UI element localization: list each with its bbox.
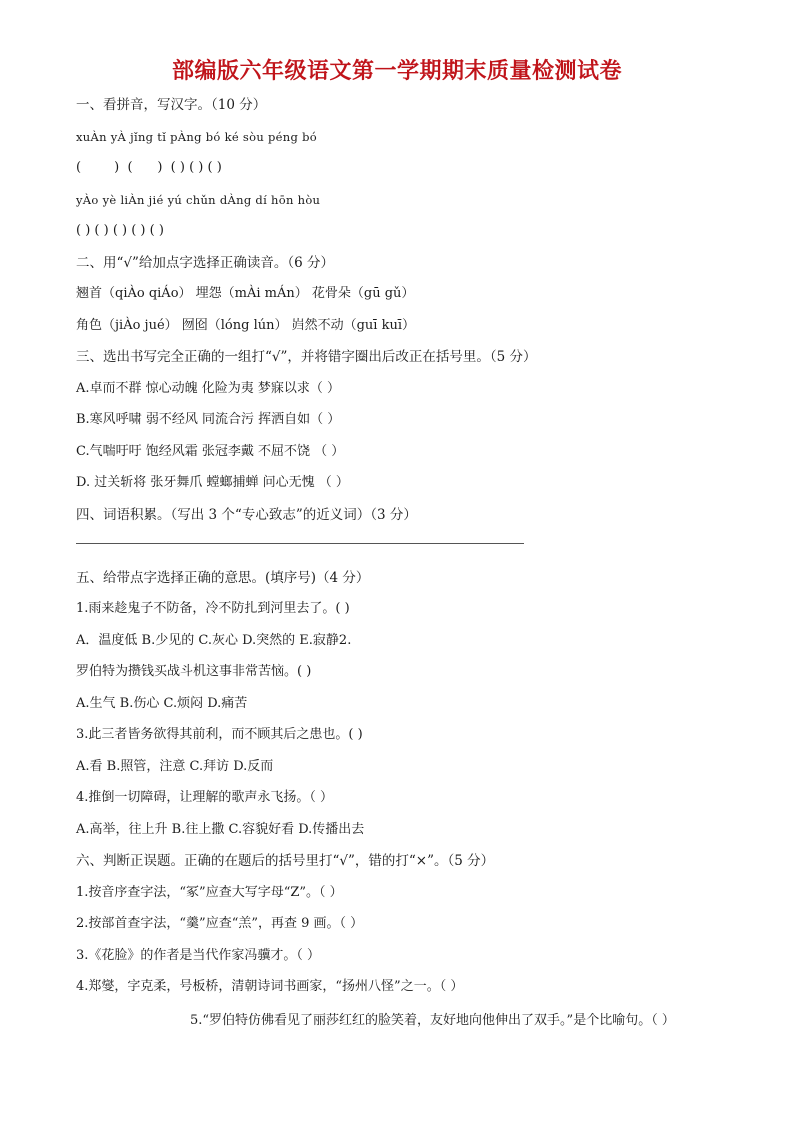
section-4-heading: 四、词语积累。（写出 3 个“专心致志”的近义词）（3 分）	[76, 507, 417, 523]
question-5-2: 罗伯特为攒钱买战斗机这事非常苦恼。( )	[76, 664, 312, 679]
section-2-heading: 二、用“√”给加点字选择正确读音。（6 分）	[76, 255, 335, 271]
judgment-2: 2.按部首查字法，“羹”应查“羔”，再查 9 画。（ ）	[76, 916, 364, 931]
question-5-1: 1.雨来趁鬼子不防备，冷不防扎到河里去了。( )	[76, 601, 350, 616]
question-5-3: 3.此三者皆务欲得其前利，而不顾其后之患也。( )	[76, 727, 363, 742]
judgment-4: 4.郑燮，字克柔，号板桥，清朝诗词书画家，“扬州八怪”之一。（ ）	[76, 979, 464, 994]
answer-line	[76, 543, 524, 544]
section-6-heading: 六、判断正误题。正确的在题后的括号里打“√”，错的打“×”。（5 分）	[76, 853, 495, 869]
option-c: C.气喘吁吁 饱经风霜 张冠李戴 不屈不饶 （ ）	[76, 444, 345, 459]
answer-brackets-1: ( ) ( ) ( ) ( ) ( )	[76, 160, 222, 175]
judgment-5: 5.“罗伯特仿佛看见了丽莎红红的脸笑着，友好地向他伸出了双手。”是个比喻句。（ ）	[190, 1013, 675, 1028]
pinyin-line-2: yÀo yè liÀn jié yú chǔn dÀng dí hōn hòu	[76, 193, 321, 207]
question-5-4: 4.推倒一切障碍，让理解的歌声永飞扬。（ ）	[76, 790, 334, 805]
section-1-heading: 一、看拼音，写汉字。（10 分）	[76, 97, 267, 113]
answer-brackets-2: ( ) ( ) ( ) ( ) ( )	[76, 223, 164, 238]
question-5-2-options: A.生气 B.伤心 C.烦闷 D.痛苦	[76, 696, 248, 711]
question-5-3-options: A.看 B.照管，注意 C.拜访 D.反而	[76, 759, 274, 774]
exam-title: 部编版六年级语文第一学期期末质量检测试卷	[171, 59, 622, 84]
reading-choice-line-1: 翘首（qiÀo qiÁo） 埋怨（mÀi mÁn） 花骨朵（gū gǔ）	[76, 286, 415, 301]
option-a: A.卓而不群 惊心动魄 化险为夷 梦寐以求（ ）	[76, 381, 341, 396]
option-b: B.寒风呼啸 弱不经风 同流合污 挥洒自如（ ）	[76, 412, 341, 427]
section-5-heading: 五、给带点字选择正确的意思。(填序号)（4 分）	[76, 570, 370, 586]
judgment-3: 3.《花脸》的作者是当代作家冯骥才。（ ）	[76, 948, 321, 963]
reading-choice-line-2: 角色（jiÀo jué） 囫囵（lóng lún） 岿然不动（guī kuī）	[76, 318, 416, 333]
option-d: D. 过关斩将 张牙舞爪 螳螂捕蝉 问心无愧 （ ）	[76, 475, 349, 490]
question-5-4-options: A.高举，往上升 B.往上撒 C.容貌好看 D.传播出去	[76, 822, 365, 837]
judgment-1: 1.按音序查字法，“冢”应查大写字母“Z”。（ ）	[76, 885, 343, 900]
pinyin-line-1: xuÀn yÀ jǐng tǐ pÀng bó ké sòu péng bó	[76, 130, 317, 144]
section-3-heading: 三、选出书写完全正确的一组打“√”，并将错字圈出后改正在括号里。（5 分）	[76, 349, 537, 365]
question-5-1-options: A．温度低 B.少见的 C.灰心 D.突然的 E.寂静2.	[76, 633, 352, 648]
